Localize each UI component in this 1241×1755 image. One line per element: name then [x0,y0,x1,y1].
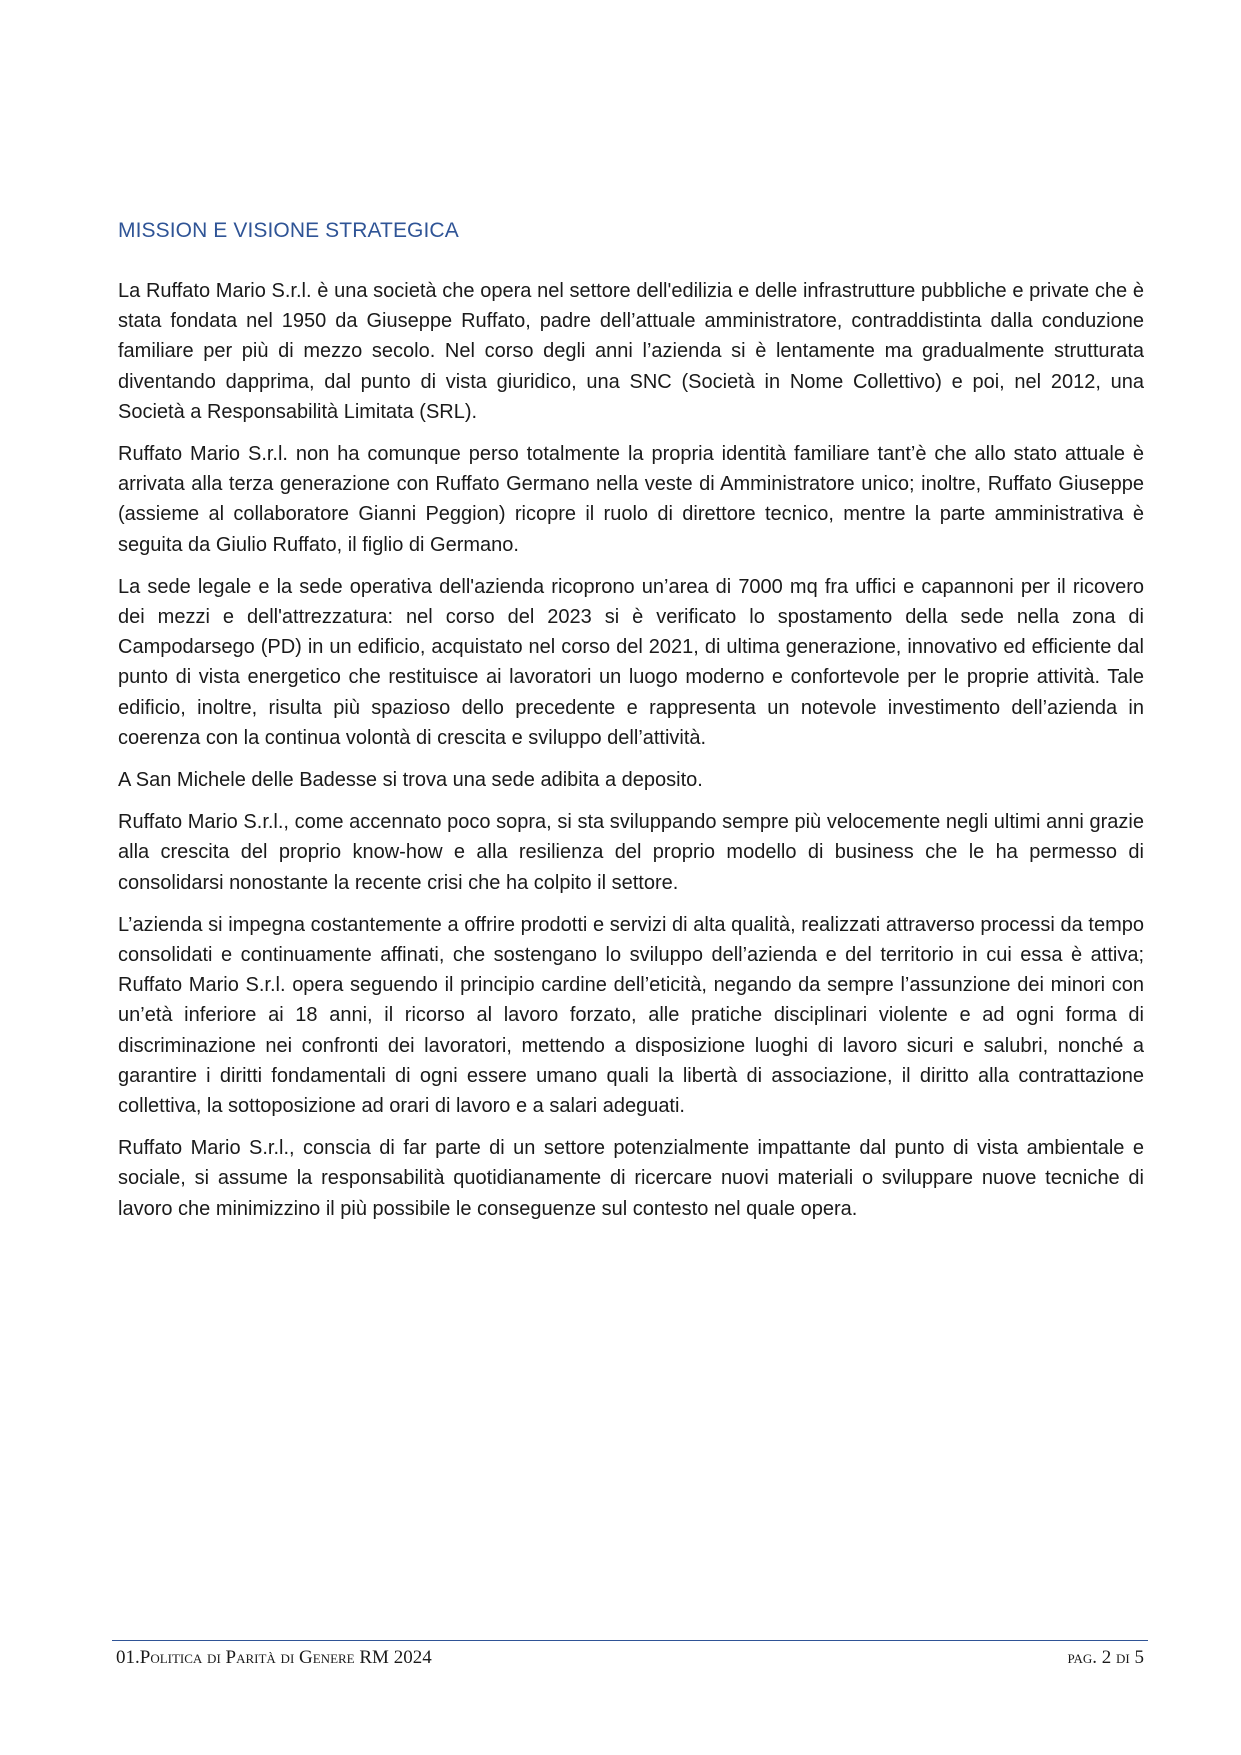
paragraph-ethics: L’azienda si impegna costantemente a offrire prodotti e servizi di alta qualità, realizzati attraverso processi da tempo consolidati e continuamente affinati, che sostengano lo sviluppo dell’azienda e del territorio in cui essa è attiva; Ruffato Mario S.r.l. opera seguendo il principio cardine dell’eticità, negando da sempre l’assunzione dei minori con un’età inferiore ai 18 anni, il ricorso al lavoro forzato, alle pratiche disciplinari violente e ad ogni forma di discriminazione nei confronti dei lavoratori, mettendo a disposizione luoghi di lavoro sicuri e salubri, nonché a garantire i diritti fondamentali di ogni essere umano quali la libertà di associazione, il diritto alla contrattazione collettiva, la sottoposizione ad orari di lavoro e a salari adeguati. [118,913,1144,1118]
paragraph-family-identity: Ruffato Mario S.r.l. non ha comunque perso totalmente la propria identità familiare tant’è che allo stato attuale è arrivata alla terza generazione con Ruffato Germano nella veste di Amministratore unico; inoltre, Ruffato Giuseppe (assieme al collaboratore Gianni Peggion) ricopre il ruolo di direttore tecnico, mentre la parte amministrativa è seguita da Giulio Ruffato, il figlio di Germano. [118,443,1144,556]
footer-page-number: pag. 2 di 5 [1067,1647,1144,1668]
section-title: MISSION E VISIONE STRATEGICA [118,219,459,242]
paragraph-headquarters: La sede legale e la sede operativa dell'azienda ricoprono un’area di 7000 mq fra uffici e capannoni per il ricovero dei mezzi e dell'attrezzatura: nel corso del 2023 si è verificato lo spostamento della sede nella zona di Campodarsego (PD) in un edificio, acquistato nel corso del 2021, di ultima generazione, innovativo ed efficiente dal punto di vista energetico che restituisce ai lavoratori un luogo moderno e confortevole per le proprie attività. Tale edificio, inoltre, risulta più spazioso dello precedente e rappresenta un notevole investimento dell’azienda in coerenza con la continua volontà di crescita e sviluppo dell’attività. [118,575,1144,749]
body-text [118,276,1144,1236]
paragraph-environment: Ruffato Mario S.r.l., conscia di far parte di un settore potenzialmente impattante dal punto di vista ambientale e sociale, si assume la responsabilità quotidianamente di ricercare nuovi materiali o sviluppare nuove tecniche di lavoro che minimizzino il più possibile le conseguenze sul contesto nel quale opera. [118,1137,1144,1220]
paragraph-history: La Ruffato Mario S.r.l. è una società che opera nel settore dell'edilizia e delle infrastrutture pubbliche e private che è stata fondata nel 1950 da Giuseppe Ruffato, padre dell’attuale amministratore, contraddistinta dalla conduzione familiare per più di mezzo secolo. Nel corso degli anni l’azienda si è lentamente ma gradualmente strutturata diventando dapprima, dal punto di vista giuridico, una SNC (Società in Nome Collettivo) e poi, nel 2012, una Società a Responsabilità Limitata (SRL). [118,280,1144,423]
footer-document-title: 01.Politica di Parità di Genere RM 2024 [116,1647,432,1668]
footer-divider [112,1640,1148,1641]
paragraph-growth: Ruffato Mario S.r.l., come accennato poco sopra, si sta sviluppando sempre più velocemente negli ultimi anni grazie alla crescita del proprio know-how e alla resilienza del proprio modello di business che le ha permesso di consolidarsi nonostante la recente crisi che ha colpito il settore. [118,811,1144,894]
paragraph-deposit: A San Michele delle Badesse si trova una sede adibita a deposito. [118,769,703,792]
